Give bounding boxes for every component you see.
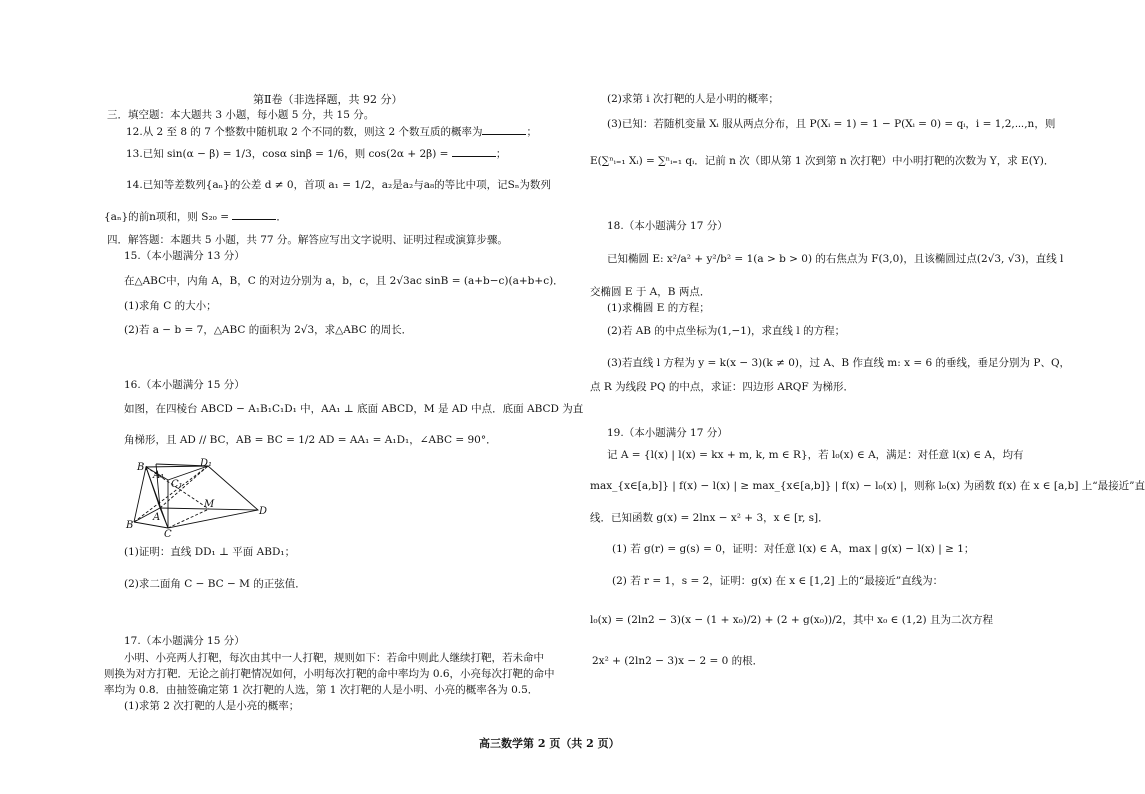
question-17-part-1: (1)求第 2 次打靶的人是小亮的概率； xyxy=(124,700,300,712)
question-18-stem-line-2: 交椭圆 E 于 A，B 两点． xyxy=(590,286,711,298)
question-17-part-3-line-2: E(∑ⁿᵢ₌₁ Xᵢ) = ∑ⁿᵢ₌₁ qᵢ．记前 n 次（即从第 1 次到第 n 次打靶）中小明打靶的次数为 Y，求 E(Y)． xyxy=(590,155,1055,167)
question-19-stem-line-1: 记 A = {l(x) | l(x) = kx + m, k, m ∈ R}，若 l₀(x) ∈ A，满足：对任意 l(x) ∈ A，均有 xyxy=(607,449,1024,461)
label-b1: B₁ xyxy=(137,462,149,473)
question-18-part-1: (1)求椭圆 E 的方程； xyxy=(607,302,710,314)
question-17-part-3-line-1: (3)已知：若随机变量 Xᵢ 服从两点分布，且 P(Xᵢ = 1) = 1 − P(Xᵢ = 0) = qᵢ，i = 1,2,⋯,n，则 xyxy=(607,118,1056,130)
question-18-part-3-line-1: (3)若直线 l 方程为 y = k(x − 3)(k ≠ 0)，过 A、B 作直线 m: x = 6 的垂线，垂足分别为 P、Q， xyxy=(607,357,1071,369)
question-13-text: 13.已知 sin(α − β) = 1/3，cosα sinβ = 1/6，则 cos(2α + 2β) = xyxy=(126,148,449,160)
question-16-heading: 16.（本小题满分 15 分） xyxy=(124,379,245,391)
question-19-heading: 19.（本小题满分 17 分） xyxy=(607,427,728,439)
question-14-line-2 xyxy=(104,210,287,224)
figure-edge-a-c xyxy=(160,508,168,528)
question-19-formula: l₀(x) = (2ln2 − 3)(x − (1 + x₀)/2) + (2 + g(x₀))/2，其中 x₀ ∈ (1,2) 且为二次方程 xyxy=(590,614,993,626)
question-12-text: 12.从 2 至 8 的 7 个整数中随机取 2 个不同的数，则这 2 个数互质的概率为 xyxy=(126,126,483,138)
label-a: A xyxy=(153,512,161,523)
question-19-stem-line-3: 线．已知函数 g(x) = 2lnx − x² + 3，x ∈ [r, s]． xyxy=(590,512,829,524)
label-a1: A₁ xyxy=(153,470,165,481)
answer-blank-12 xyxy=(482,125,526,135)
question-16-part-1: (1)证明：直线 DD₁ ⊥ 平面 ABD₁； xyxy=(124,546,296,558)
question-19-equation: 2x² + (2ln2 − 3)x − 2 = 0 的根． xyxy=(592,655,764,667)
question-15-part-2: (2)若 a − b = 7，△ABC 的面积为 2√3，求△ABC 的周长． xyxy=(124,324,413,336)
question-15-part-1: (1)求角 C 的大小； xyxy=(124,300,217,312)
section-4-heading: 四．解答题：本题共 5 小题，共 77 分。解答应写出文字说明、证明过程或演算步骤。 xyxy=(107,234,508,246)
page-footer: 高三数学第 2 页（共 2 页） xyxy=(479,737,620,750)
question-18-stem-line-1: 已知椭圆 E: x²/a² + y²/b² = 1(a > b > 0) 的右焦点为 F(3,0)，且该椭圆过点(2√3, √3)，直线 l xyxy=(607,253,1064,265)
figure-edge-b-d1 xyxy=(134,466,208,522)
label-d: D xyxy=(259,506,268,517)
question-13-tail: ； xyxy=(495,148,507,160)
question-19-part-2: (2) 若 r = 1，s = 2，证明：g(x) 在 x ∈ [1,2] 上的“最接近”直线为： xyxy=(612,575,944,587)
question-17-stem-line-1: 小明、小亮两人打靶，每次由其中一人打靶，规则如下：若命中则此人继续打靶，若未命中 xyxy=(124,652,544,664)
label-b: B xyxy=(126,520,134,531)
question-18-part-2: (2)若 AB 的中点坐标为(1,−1)，求直线 l 的方程； xyxy=(607,325,846,337)
label-c1: C₁ xyxy=(171,479,183,490)
question-16-stem-line-1: 如图，在四棱台 ABCD − A₁B₁C₁D₁ 中，AA₁ ⊥ 底面 ABCD，M 是 AD 中点．底面 ABCD 为直 xyxy=(124,403,584,415)
label-c: C xyxy=(164,529,172,540)
question-17-heading: 17.（本小题满分 15 分） xyxy=(124,635,245,647)
part-title: 第Ⅱ卷（非选择题，共 92 分） xyxy=(253,93,403,106)
question-12-tail: ； xyxy=(526,126,537,138)
question-19-part-1: (1) 若 g(r) = g(s) = 0，证明：对任意 l(x) ∈ A，max | g(x) − l(x) | ≥ 1； xyxy=(612,543,975,555)
label-d1: D₁ xyxy=(200,458,213,469)
question-12 xyxy=(126,125,537,139)
question-17-stem-line-3: 率均为 0.8．由抽签确定第 1 次打靶的人选，第 1 次打靶的人是小明、小亮的概率各为 0.5． xyxy=(104,684,539,696)
question-14-tail: ． xyxy=(276,211,287,223)
frustum-figure xyxy=(126,458,266,538)
figure-edge-c-m xyxy=(168,509,209,528)
section-3-heading: 三．填空题：本大题共 3 小题，每小题 5 分，共 15 分。 xyxy=(107,109,375,121)
answer-blank-14 xyxy=(232,210,276,220)
label-m: M xyxy=(204,499,215,510)
question-13 xyxy=(126,147,506,161)
question-16-stem-line-2: 角梯形，且 AD // BC，AB = BC = 1/2 AD = AA₁ = A₁D₁，∠ABC = 90°． xyxy=(124,434,497,446)
question-18-part-3-line-2: 点 R 为线段 PQ 的中点，求证：四边形 ARQF 为梯形． xyxy=(590,381,854,393)
answer-blank-13 xyxy=(452,147,496,157)
question-16-part-2: (2)求二面角 C − BC − M 的正弦值． xyxy=(124,578,306,590)
question-19-stem-line-2: max_{x∈[a,b]} | f(x) − l(x) | ≥ max_{x∈[a,b]} | f(x) − l₀(x) |，则称 l₀(x) 为函数 f(x) 在 x ∈ [a,b] 上“最接近”直 xyxy=(590,480,1145,492)
figure-edge-a-d1 xyxy=(160,466,208,508)
question-18-heading: 18.（本小题满分 17 分） xyxy=(607,220,728,232)
question-17-part-2: (2)求第 i 次打靶的人是小明的概率； xyxy=(607,93,779,105)
question-17-stem-line-2: 则换为对方打靶．无论之前打靶情况如何，小明每次打靶的命中率均为 0.6，小亮每次打靶的命中 xyxy=(104,668,555,680)
figure-edge-b-c xyxy=(134,522,168,528)
question-14-text: {aₙ}的前n项和，则 S₂₀ = xyxy=(104,211,230,223)
question-15-heading: 15.（本小题满分 13 分） xyxy=(124,250,245,262)
figure-edge-b-b1 xyxy=(134,467,146,522)
question-14-line-1: 14.已知等差数列{aₙ}的公差 d ≠ 0，首项 a₁ = 1/2，a₂是a₂与a₈的等比中项，记Sₙ为数列 xyxy=(126,179,551,191)
question-15-stem: 在△ABC中，内角 A，B，C 的对边分别为 a，b，c，且 2√3ac sinB = (a+b−c)(a+b+c)． xyxy=(124,275,564,287)
